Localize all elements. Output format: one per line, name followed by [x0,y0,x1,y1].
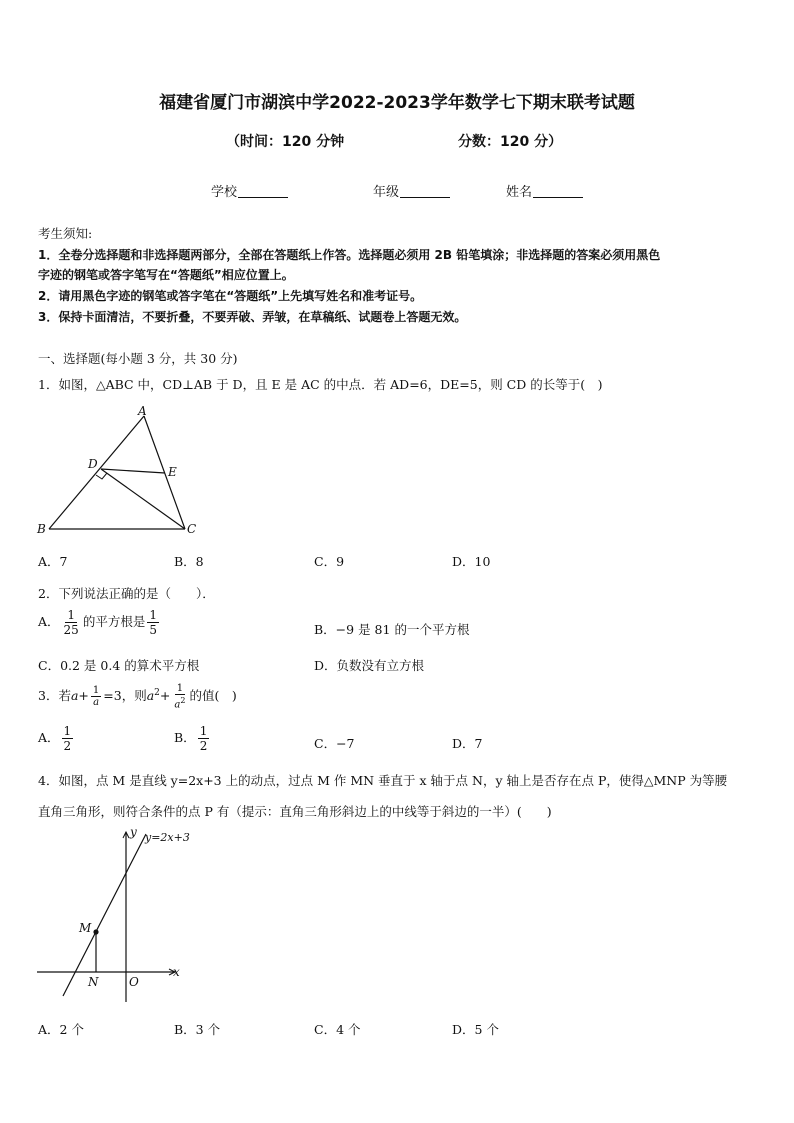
label-n: N [88,975,99,989]
school-label: 学校 [211,185,238,200]
label-x: x [173,965,180,979]
point-m [93,929,98,934]
q4-graph-figure [35,824,205,1006]
q4-option-a[interactable]: A．2 个 [38,1022,84,1037]
q3-stem: 3．若a+ $\frac{1}{a}$ =3，则$a^2+$ $\frac{1}{a^2}$ 的值( ) [38,683,237,711]
fraction-1-2: $\frac{1}{2}$ [63,724,72,753]
label-d: D [88,457,98,471]
q3-option-d[interactable]: D．7 [452,736,483,751]
q1-triangle-figure [35,402,205,542]
q3-option-a[interactable]: A． $\frac{1}{2}$ [38,724,72,753]
q1-option-a[interactable]: A．7 [38,554,68,569]
fraction-1-2: $\frac{1}{2}$ [199,724,208,753]
notice-item-2: 2．请用黑色字迹的钢笔或答字笔在“答题纸”上先填写姓名和准考证号。 [38,289,423,303]
notice-heading: 考生须知: [38,226,93,241]
page-title: 福建省厦门市湖滨中学2022-2023学年数学七下期末联考试题 [159,93,635,113]
grade-blank [400,185,450,198]
notice-item-1-cont: 字迹的钢笔或答字笔写在“答题纸”相应位置上。 [38,268,294,282]
q4-option-b[interactable]: B．3 个 [174,1022,221,1037]
name-blank [533,185,583,198]
label-m: M [79,921,92,935]
fraction-1-over-a-squared: $\frac{1}{a^2}$ [174,683,186,711]
fraction-1-5: $\frac{1}{5}$ [149,608,157,637]
grade-label: 年级 [373,185,400,200]
name-label: 姓名 [506,185,533,200]
grade-field [373,181,450,200]
q4-option-c[interactable]: C．4 个 [314,1022,361,1037]
exam-score: 分数：120 分） [458,134,563,150]
q3-option-b[interactable]: B． $\frac{1}{2}$ [174,724,208,753]
section-heading: 一、选择题(每小题 3 分，共 30 分) [38,351,238,366]
label-line-equation: y=2x+3 [145,831,190,844]
q2-option-d[interactable]: D．负数没有立方根 [314,658,425,673]
exam-time: （时间：120 分钟 [226,134,345,150]
label-b: B [37,522,46,536]
notice-item-1: 1．全卷分选择题和非选择题两部分，全部在答题纸上作答。选择题必须用 2B 铅笔填涂；非选择题的答案必须用黑色 [38,248,661,262]
name-field [506,181,583,200]
q1-stem: 1．如图，△ABC 中，CD⊥AB 于 D，且 E 是 AC 的中点．若 AD=6，DE=5，则 CD 的长等于( ) [38,377,603,392]
label-o: O [129,975,139,989]
q2-a-text: 的平方根是 [82,614,146,629]
q2-option-a[interactable] [38,608,161,637]
label-e: E [168,465,177,479]
fraction-1-over-a: $\frac{1}{a}$ [92,685,100,709]
q2-option-c[interactable]: C．0.2 是 0.4 的算术平方根 [38,658,200,673]
q1-option-b[interactable]: B．8 [174,554,204,569]
q3-prefix: 3．若 [38,688,71,704]
q4-stem-line1: 4．如图，点 M 是直线 y=2x+3 上的动点，过点 M 作 MN 垂直于 x 轴于点 N，y 轴上是否存在点 P，使得△MNP 为等腰 [38,773,728,788]
q1-option-d[interactable]: D．10 [452,554,491,569]
school-blank [238,185,288,198]
label-y: y [130,825,137,839]
q4-option-d[interactable]: D．5 个 [452,1022,499,1037]
q2-stem: 2．下列说法正确的是（ ）． [38,586,215,601]
segment-de [101,469,165,473]
notice-item-3: 3．保持卡面清洁，不要折叠，不要弄破、弄皱，在草稿纸、试题卷上答题无效。 [38,310,467,324]
right-angle-mark [96,473,107,479]
q3-option-c[interactable]: C．−7 [314,736,355,751]
q4-stem-line2: 直角三角形，则符合条件的点 P 有（提示：直角三角形斜边上的中线等于斜边的一半）( ) [38,804,552,819]
q1-option-c[interactable]: C．9 [314,554,345,569]
fraction-1-25: $\frac{1}{25}$ [63,608,79,637]
label-c: C [187,522,197,536]
q2-a-prefix: A． [38,614,60,629]
q2-option-b[interactable]: B．−9 是 81 的一个平方根 [314,622,470,637]
school-field [211,181,288,200]
label-a: A [138,404,147,418]
side-ab [49,416,144,529]
